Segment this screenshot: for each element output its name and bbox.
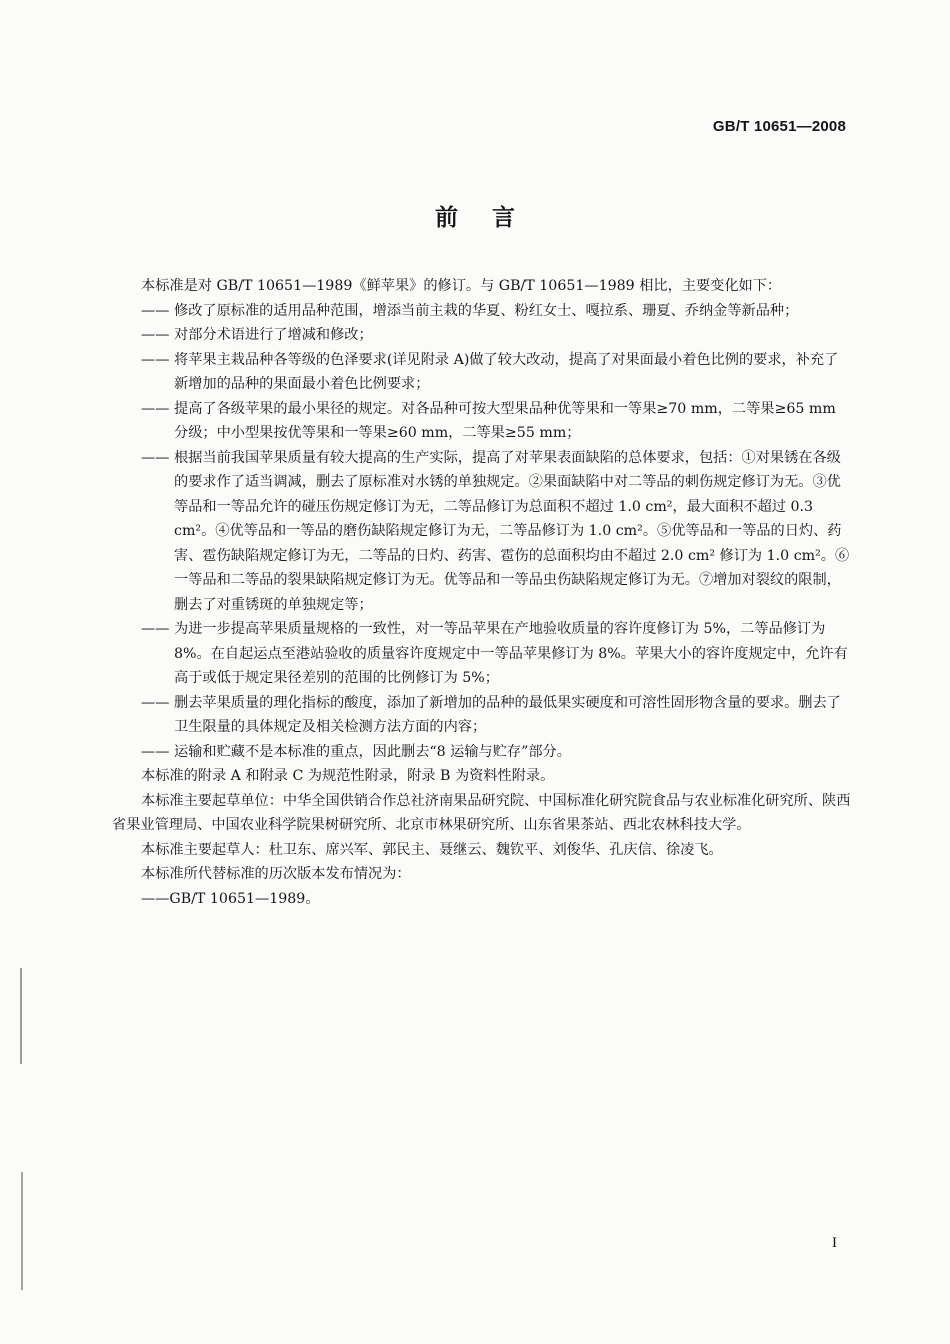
history-item-text: GB/T 10651—1989。	[169, 890, 320, 907]
intro-paragraph: 本标准是对 GB/T 10651—1989《鲜苹果》的修订。与 GB/T 10651—1989 相比，主要变化如下：	[141, 278, 782, 294]
history-intro: 本标准所代替标准的历次版本发布情况为：	[141, 866, 411, 882]
scan-edge-mark	[20, 968, 22, 1064]
changes-list	[112, 299, 852, 765]
list-item	[112, 740, 852, 765]
drafting-units: 本标准主要起草单位：中华全国供销合作总社济南果品研究院、中国标准化研究院食品与农业标准化研究所、陕西省果业管理局、中国农业科学院果树研究所、北京市林果研究所、山东省果茶站、西北农林科技大学。	[112, 792, 851, 833]
list-item	[112, 691, 852, 740]
list-item	[112, 299, 852, 324]
list-item-text: 根据当前我国苹果质量有较大提高的生产实际，提高了对苹果表面缺陷的总体要求，包括：①对果锈在各级的要求作了适当调减，删去了原标准对水锈的单独规定。②果面缺陷中对二等品的刺伤规定修订为无。③优等品和一等品允许的碰压伤规定修订为无，二等品修订为总面积不超过 1.0 cm²，最大面积不超过 0.3 cm²。④优等品和一等品的磨伤缺陷规定修订为无，二等品修订为 1.0 cm²。⑤优等品和一等品的日灼、药害、雹伤缺陷规定修订为无，二等品的日灼、药害、雹伤的总面积均由不超过 2.0 cm² 修订为 1.0 cm²。⑥一等品和二等品的裂果缺陷规定修订为无。优等品和一等品虫伤缺陷规定修订为无。⑦增加对裂纹的限制，删去了对重锈斑的单独规定等；	[174, 449, 850, 613]
dash-marker: ——	[141, 694, 170, 711]
dash-marker: ——	[141, 743, 170, 760]
document-body	[112, 274, 852, 911]
list-item	[112, 617, 852, 691]
list-item	[112, 348, 852, 397]
list-item-text: 运输和贮藏不是本标准的重点，因此删去“8 运输与贮存”部分。	[174, 743, 571, 760]
page-title: 前言	[435, 205, 549, 231]
list-item	[112, 446, 852, 618]
dash-marker: ——	[141, 621, 170, 637]
list-item	[112, 397, 852, 446]
list-item-text: 为进一步提高苹果质量规格的一致性，对一等品苹果在产地验收质量的容许度修订为 5%，二等品修订为 8%。在自起运点至港站验收的质量容许度规定中一等品苹果修订为 8%。苹果大小的容许度规定中，允许有高于或低于规定果径差别的范围的比例修订为 5%；	[174, 621, 848, 686]
dash-marker: ——	[141, 890, 170, 907]
dash-marker: ——	[141, 400, 170, 417]
dash-marker: ——	[141, 449, 170, 466]
dash-marker: ——	[141, 302, 170, 319]
list-item-text: 对部分术语进行了增减和修改；	[174, 327, 373, 343]
list-item	[112, 323, 852, 348]
page-number: I	[832, 1235, 837, 1251]
standard-code: GB/T 10651—2008	[712, 118, 846, 135]
history-item	[112, 887, 852, 912]
dash-marker: ——	[141, 327, 170, 343]
appendix-note: 本标准的附录 A 和附录 C 为规范性附录，附录 B 为资料性附录。	[141, 768, 555, 784]
scan-edge-mark	[21, 1172, 23, 1290]
list-item-text: 将苹果主栽品种各等级的色泽要求(详见附录 A)做了较大改动，提高了对果面最小着色比例的要求，补充了新增加的品种的果面最小着色比例要求；	[174, 351, 839, 392]
dash-marker: ——	[141, 351, 170, 368]
list-item-text: 删去苹果质量的理化指标的酸度，添加了新增加的品种的最低果实硬度和可溶性固形物含量的要求。删去了卫生限量的具体规定及相关检测方法方面的内容；	[174, 694, 841, 735]
drafters: 本标准主要起草人：杜卫东、席兴军、郭民主、聂继云、魏钦平、刘俊华、孔庆信、徐凌飞。	[141, 841, 723, 858]
list-item-text: 提高了各级苹果的最小果径的规定。对各品种可按大型果品种优等果和一等果≥70 mm，二等果≥65 mm 分级；中小型果按优等果和一等果≥60 mm，二等果≥55 mm；	[174, 400, 836, 441]
list-item-text: 修改了原标准的适用品种范围，增添当前主栽的华夏、粉红女士、嘎拉系、珊夏、乔纳金等新品种；	[174, 302, 799, 319]
